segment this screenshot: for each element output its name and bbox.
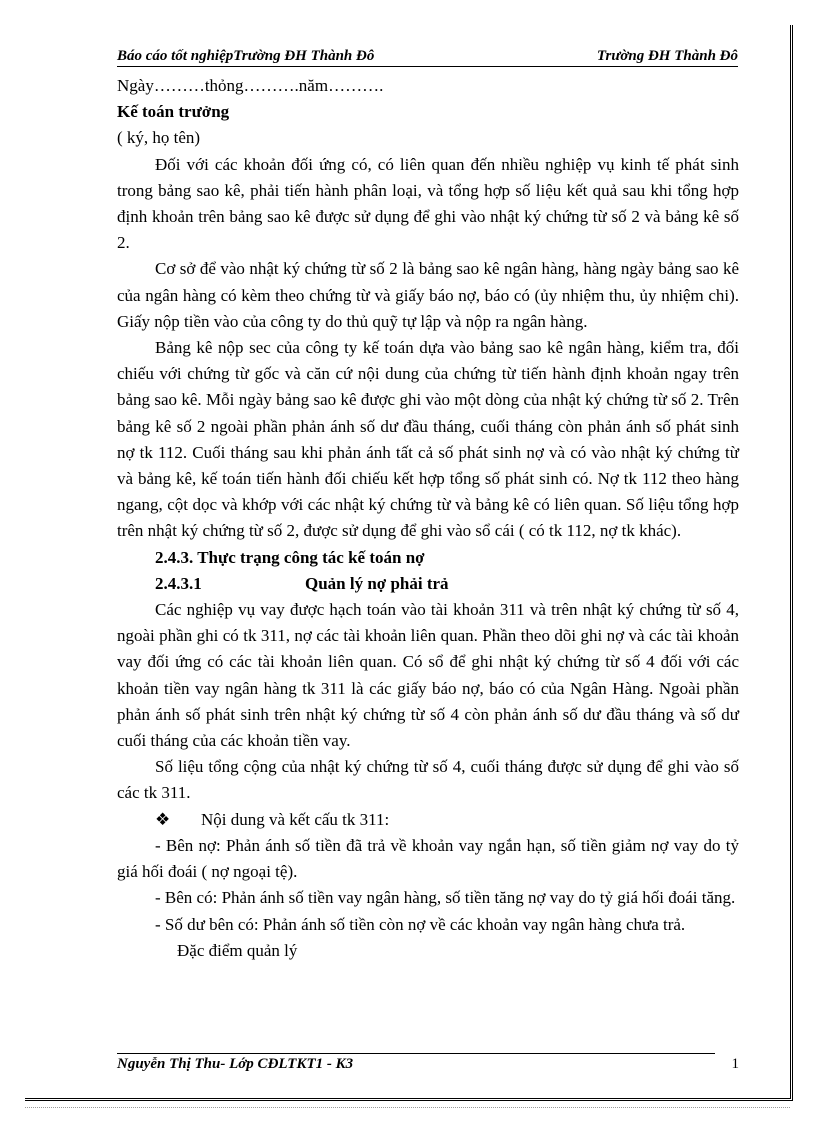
bullet-text: Nội dung và kết cấu tk 311: <box>201 809 390 829</box>
paragraph-4: Các nghiệp vụ vay được hạch toán vào tài khoản 311 và trên nhật ký chứng từ số 4, ngoài phần ghi có tk 311, nợ các tài khoản liên quan. Phần theo dõi ghi nợ và các tài khoản vay đối ứng có các tài khoản liên quan. Có sổ để ghi nhật ký chứng từ số 4 đối với các khoản tiền vay ngân hàng tk 311 là các giấy báo nợ, báo có của Ngân Hàng. Ngoài phần phản ánh số phát sinh trên nhật ký chứng từ số 4 còn phản ánh số dư đầu tháng và số dư cuối tháng của các khoản tiền vay. <box>117 600 739 751</box>
paragraph-2: Cơ sở để vào nhật ký chứng từ số 2 là bảng sao kê ngân hàng, hàng ngày bảng sao kê của ngân hàng có kèm theo chứng từ và giấy báo nợ, báo có (ủy nhiệm thu, ủy nhiệm chi). Giấy nộp tiền vào của công ty do thủ quỹ tự lập và nộp ra ngân hàng. <box>117 259 739 331</box>
paragraph-3: Bảng kê nộp sec của công ty kế toán dựa vào bảng sao kê ngân hàng, kiểm tra, đối chiếu với chứng từ gốc và căn cứ nội dung của chứng từ tiến hành định khoản ngay trên bảng sao kê. Mỗi ngày bảng sao kê được ghi vào một dòng của nhật ký chứng từ số 2. Trên bảng kê số 2 ngoài phần phản ánh số dư đầu tháng, cuối tháng còn phản ánh số phát sinh nợ tk 112. Cuối tháng sau khi phản ánh tất cả số phát sinh nợ và có vào nhật ký chứng từ và bảng kê, kế toán tiến hành đối chiếu kết hợp tổng số phát sinh có. Nợ tk 112 theo hàng ngang, cột dọc và khớp với các nhật ký chứng từ và bảng kê có liên quan. Số liệu tổng hợp trên nhật ký chứng từ số 2, được sử dụng để ghi vào sổ cái ( có tk 112, nợ tk khác). <box>117 338 739 541</box>
footer-rule <box>117 1053 715 1054</box>
header-left: Báo cáo tốt nghiệpTrường ĐH Thành Đô <box>117 48 375 64</box>
paragraph-5: Số liệu tổng cộng của nhật ký chứng từ số 4, cuối tháng được sử dụng để ghi vào số các tk 311. <box>117 757 739 803</box>
heading-2-4-3: 2.4.3. Thực trạng công tác kế toán nợ <box>155 547 425 567</box>
page-header <box>117 48 738 67</box>
header-right: Trường ĐH Thành Đô <box>596 48 738 64</box>
document-body <box>117 73 739 964</box>
signature-date-line: Ngày………thỏng……….năm………. <box>117 76 384 95</box>
heading-number: 2.4.3.1 <box>155 573 202 593</box>
signature-title: Kế toán trưởng <box>117 102 230 122</box>
signature-subtitle: ( ký, họ tên) <box>117 128 201 148</box>
bullet-item <box>117 807 739 833</box>
page-number: 1 <box>731 1056 739 1072</box>
footer-author: Nguyễn Thị Thu- Lớp CĐLTKT1 - K3 <box>117 1056 354 1072</box>
dash-item-credit: - Bên có: Phản ánh số tiền vay ngân hàng, số tiền tăng nợ vay do tỷ giá hối đoái tăng. <box>155 888 736 908</box>
diamond-bullet-icon: ❖ <box>155 809 171 829</box>
management-features: Đặc điểm quản lý <box>177 940 298 960</box>
dash-item-balance: - Số dư bên có: Phản ánh số tiền còn nợ về các khoản vay ngân hàng chưa trả. <box>155 914 686 934</box>
heading-text: Quản lý nợ phải trả <box>305 573 449 593</box>
heading-2-4-3-1 <box>117 571 739 597</box>
page-footer <box>117 1056 739 1073</box>
paragraph-1: Đối với các khoản đối ứng có, có liên quan đến nhiều nghiệp vụ kinh tế phát sinh trong bảng sao kê, phải tiến hành phân loại, và tổng hợp số liệu kết quả sau khi tổng hợp định khoản trên bảng sao kê được sử dụng để ghi vào nhật ký chứng từ số 2 và bảng kê số 2. <box>117 154 739 253</box>
dash-item-debit: - Bên nợ: Phản ánh số tiền đã trả về khoản vay ngắn hạn, số tiền giảm nợ vay do tỷ giá hối đoái ( nợ ngoại tệ). <box>117 835 739 882</box>
